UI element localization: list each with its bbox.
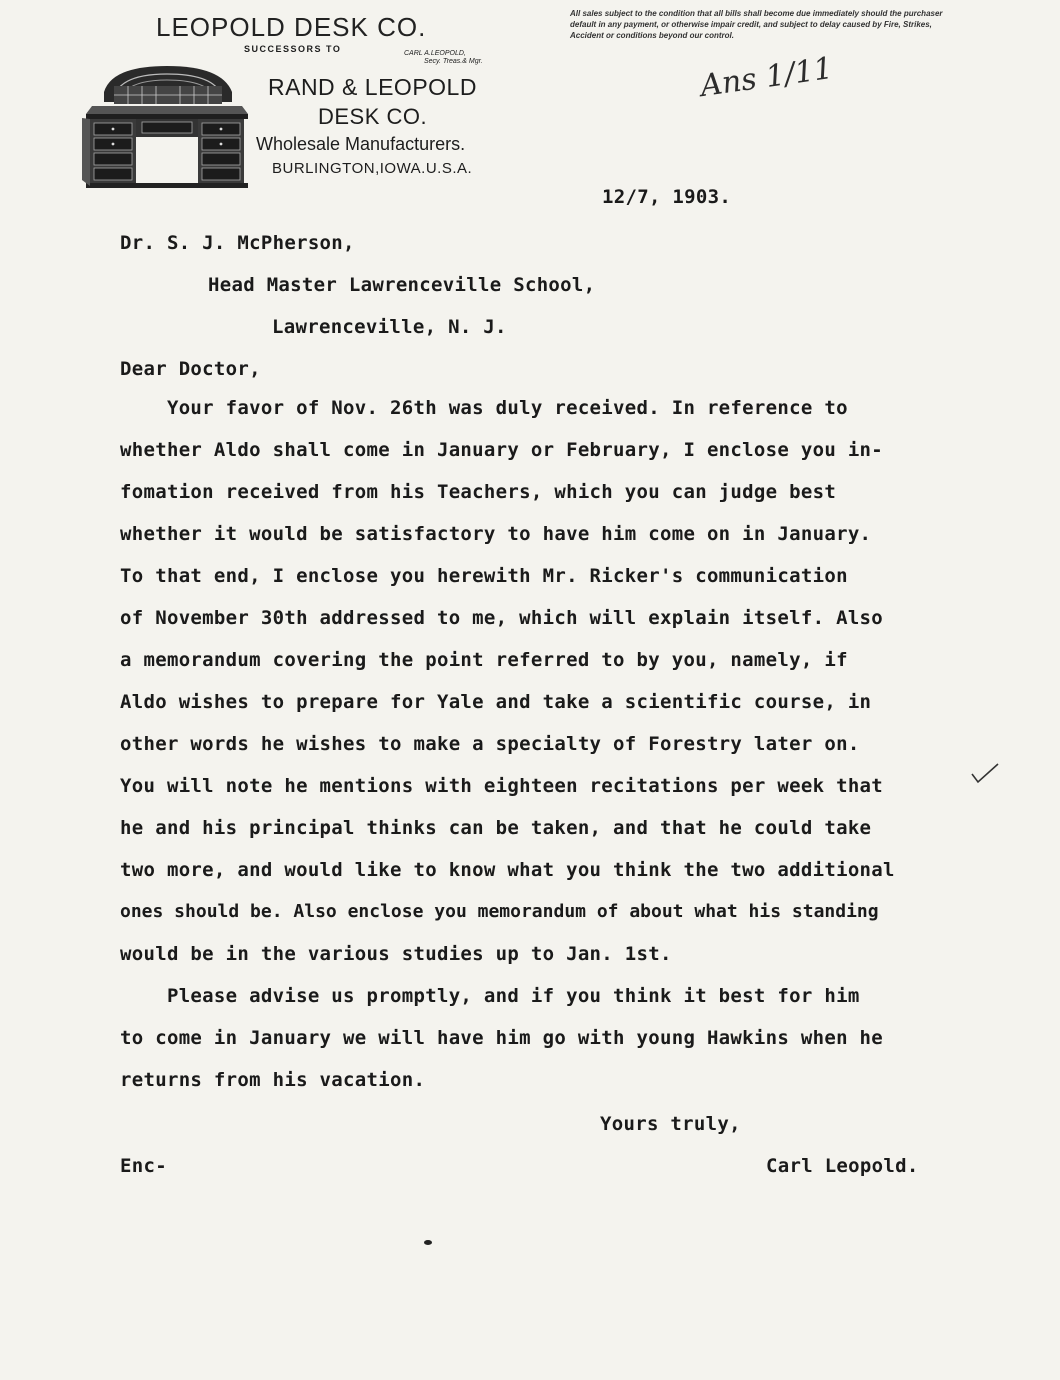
- checkmark-icon: [970, 762, 1000, 784]
- body-line: Aldo wishes to prepare for Yale and take a scientific course, in: [120, 691, 872, 713]
- signature: Carl Leopold.: [766, 1155, 919, 1177]
- body-line: Please advise us promptly, and if you think it best for him: [120, 985, 860, 1007]
- terms-line: All sales subject to the condition that all bills shall become due immediately should the purchaser: [570, 9, 943, 18]
- body-line: of November 30th addressed to me, which will explain itself. Also: [120, 607, 884, 629]
- recipient-name: Dr. S. J. McPherson,: [120, 232, 355, 254]
- body-line: returns from his vacation.: [120, 1069, 426, 1091]
- terms-line: Accident or conditions beyond our control.: [570, 31, 735, 40]
- body-line: whether Aldo shall come in January or February, I enclose you in-: [120, 439, 884, 461]
- body-line: two more, and would like to know what you think the two additional: [120, 859, 895, 881]
- rolltop-desk-illustration: [82, 62, 252, 192]
- body-line: would be in the various studies up to Jan. 1st.: [120, 943, 672, 965]
- recipient-title: Head Master Lawrenceville School,: [208, 274, 596, 296]
- body-line: You will note he mentions with eighteen recitations per week that: [120, 775, 884, 797]
- letterhead-successors-to: SUCCESSORS TO: [244, 44, 342, 54]
- letterhead-predecessor-line2: DESK CO.: [318, 104, 428, 129]
- body-line: a memorandum covering the point referred to by you, namely, if: [120, 649, 848, 671]
- terms-of-sale: [570, 8, 1030, 41]
- enclosure-note: Enc-: [120, 1155, 167, 1177]
- terms-line: default in any payment, or otherwise impair credit, and subject to delay caused by Fire, Strikes,: [570, 20, 932, 29]
- letterhead-location: BURLINGTON,IOWA.U.S.A.: [272, 160, 473, 177]
- letterhead-officer: [404, 50, 483, 66]
- body-line: to come in January we will have him go with young Hawkins when he: [120, 1027, 884, 1049]
- salutation: Dear Doctor,: [120, 358, 261, 380]
- letter-date: 12/7, 1903.: [602, 186, 732, 208]
- body-line: To that end, I enclose you herewith Mr. Ricker's communication: [120, 565, 848, 587]
- body-line: ones should be. Also enclose you memorandum of about what his standing: [120, 901, 879, 922]
- letterhead-company: LEOPOLD DESK CO.: [156, 12, 427, 42]
- body-line: other words he wishes to make a specialty of Forestry later on.: [120, 733, 860, 755]
- body-line: he and his principal thinks can be taken, and that he could take: [120, 817, 872, 839]
- handwritten-annotation: Ans 1/11: [698, 50, 836, 105]
- body-line: fomation received from his Teachers, which you can judge best: [120, 481, 837, 503]
- ink-mark: [424, 1240, 432, 1245]
- body-line: Your favor of Nov. 26th was duly received. In reference to: [120, 397, 848, 419]
- closing: Yours truly,: [600, 1113, 741, 1135]
- recipient-place: Lawrenceville, N. J.: [272, 316, 507, 338]
- body-line: whether it would be satisfactory to have him come on in January.: [120, 523, 872, 545]
- officer-name: CARL A.LEOPOLD,: [404, 50, 466, 57]
- letterhead-predecessor-line1: RAND & LEOPOLD: [268, 74, 477, 100]
- officer-title: Secy. Treas.& Mgr.: [424, 58, 483, 65]
- letterhead-business: Wholesale Manufacturers.: [256, 134, 466, 154]
